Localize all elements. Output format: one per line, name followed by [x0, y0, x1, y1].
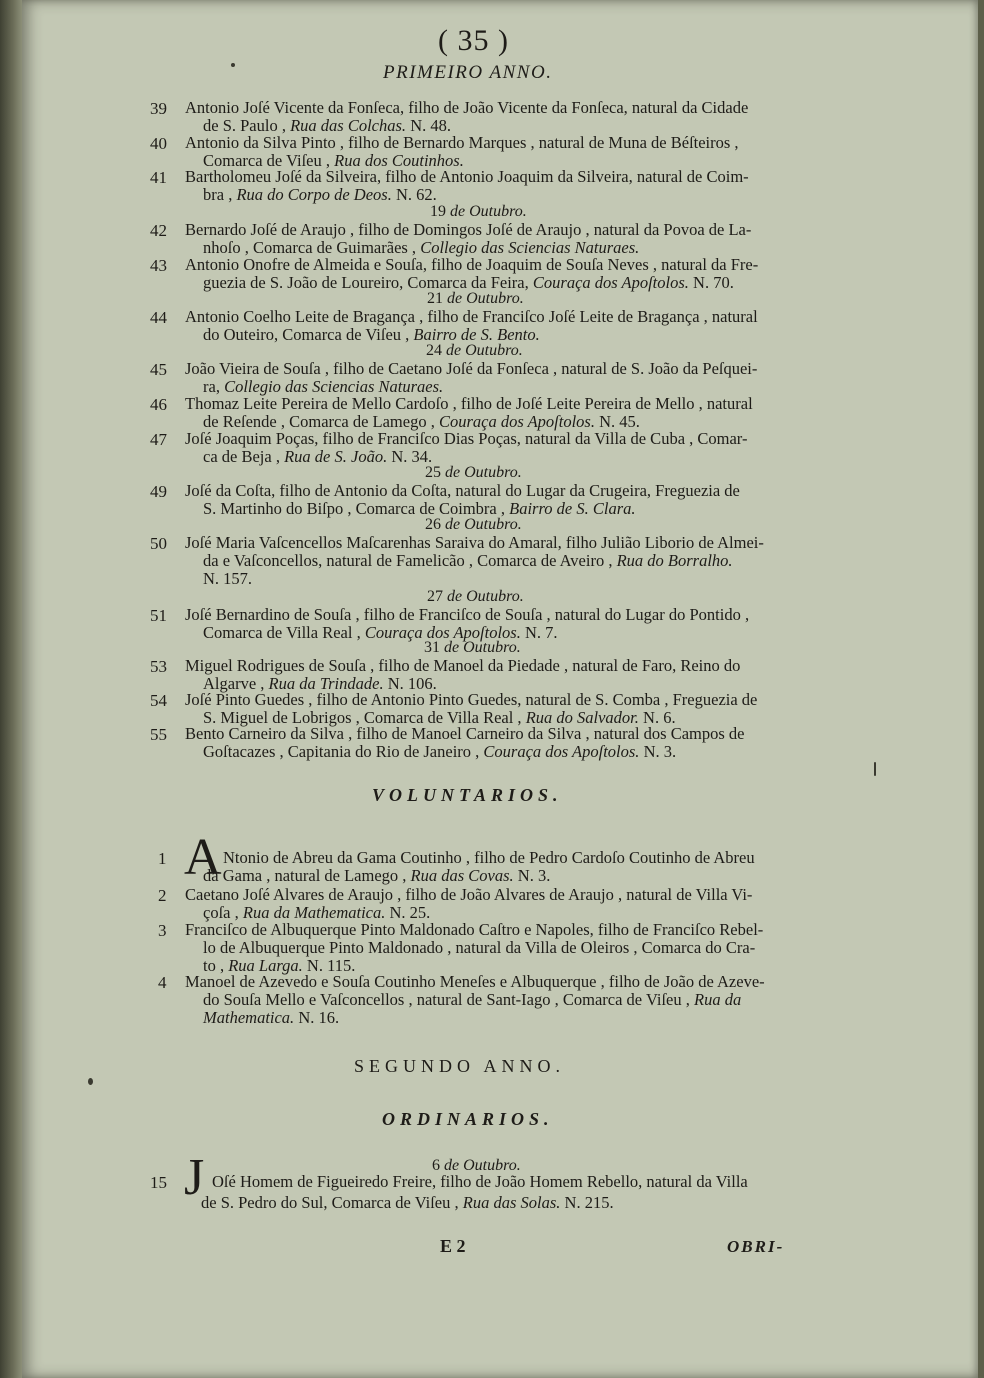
entry-line-1: Antonio Onofre de Almeida e Souſa, filho de Joaquim de Souſa Neves , natural da Fre-: [185, 255, 759, 274]
drop-cap: A: [184, 829, 222, 886]
date-day: 26: [425, 516, 441, 533]
entry-number: 55: [150, 725, 167, 744]
date-day: 21: [427, 290, 443, 307]
entry-line-1: Miguel Rodrigues de Souſa , filho de Manoel da Piedade , natural de Faro, Reino do: [185, 656, 741, 675]
entry-number: 46: [150, 395, 167, 414]
date-line: [430, 203, 527, 221]
entry-line-1: Caetano Joſé Alvares de Araujo , filho de João Alvares de Araujo , natural de Villa Vi-: [185, 885, 753, 904]
entry-line-1: Antonio da Silva Pinto , filho de Bernardo Marques , natural de Muna de Béſteiros ,: [185, 133, 739, 152]
entry-line-2: de S. Paulo , Rua das Colchas. N. 48.: [203, 116, 451, 135]
date-day: 19: [430, 203, 446, 220]
book-gutter: [0, 0, 22, 1378]
entry-number: 41: [150, 168, 167, 187]
date-label: de Outubro.: [443, 588, 524, 605]
entry-line-1: Bento Carneiro da Silva , filho de Manoel Carneiro da Silva , natural dos Campos de: [185, 724, 745, 743]
entry-number: 4: [158, 973, 167, 992]
date-label: de Outubro.: [440, 1157, 521, 1174]
date-label: de Outubro.: [440, 639, 521, 656]
ordinarios-heading: ORDINARIOS.: [382, 1109, 554, 1129]
date-label: de Outubro.: [441, 464, 522, 481]
ink-speck: [88, 1078, 93, 1085]
entry-line-3: N. 157.: [203, 569, 253, 588]
entry-line-1: Antonio Joſé Vicente da Fonſeca, filho de João Vicente da Fonſeca, natural da Cidade: [185, 98, 749, 117]
drop-cap: J: [184, 1149, 205, 1206]
entry-line-1: Ntonio de Abreu da Gama Coutinho , filho de Pedro Cardoſo Coutinho de Abreu: [223, 848, 755, 867]
entry-line-2: Algarve , Rua da Trindade. N. 106.: [203, 674, 437, 693]
entry-line-1: João Vieira de Souſa , filho de Caetano Joſé da Fonſeca , natural de S. João da Peſquei-: [185, 359, 758, 378]
date-line: [426, 342, 523, 360]
date-label: de Outubro.: [443, 290, 524, 307]
entry-line-1: Joſé Maria Vaſcencellos Maſcarenhas Saraiva do Amaral, filho Julião Liborio de Almei-: [185, 533, 764, 552]
entry-line-3: to , Rua Larga. N. 115.: [203, 956, 356, 975]
entry-line-1: Franciſco de Albuquerque Pinto Maldonado Caſtro e Napoles, filho de Franciſco Rebel-: [185, 920, 764, 939]
date-day: 27: [427, 588, 443, 605]
date-label: de Outubro.: [441, 516, 522, 533]
date-line: [425, 464, 522, 482]
date-day: 31: [424, 639, 440, 656]
entry-line-2: de Reſende , Comarca de Lamego , Couraça dos Apoſtolos. N. 45.: [203, 412, 640, 431]
entry-number: 54: [150, 691, 167, 710]
entry-line-2: çoſa , Rua da Mathematica. N. 25.: [203, 903, 431, 922]
entry-number: 45: [150, 360, 167, 379]
entry-number: 51: [150, 606, 167, 625]
running-head: PRIMEIRO ANNO.: [383, 62, 553, 83]
date-day: 25: [425, 464, 441, 481]
entry-line-1: Bernardo Joſé de Araujo , filho de Domingos Joſé de Araujo , natural da Povoa de La-: [185, 220, 752, 239]
entry-line-2: da e Vaſconcellos, natural de Famelicão , Comarca de Aveiro , Rua do Borralho.: [203, 551, 733, 570]
segundo-anno-heading: SEGUNDO ANNO.: [354, 1056, 566, 1076]
entry-number: 43: [150, 256, 167, 275]
entry-line-1: Oſé Homem de Figueiredo Freire, filho de João Homem Rebello, natural da Villa: [212, 1172, 748, 1191]
signature-mark: E 2: [440, 1236, 466, 1256]
date-line: [427, 588, 524, 606]
entry-number: 40: [150, 134, 167, 153]
date-label: de Outubro.: [446, 203, 527, 220]
entry-number: 1: [158, 849, 167, 868]
date-day: 24: [426, 342, 442, 359]
entry-line-2: do Souſa Mello e Vaſconcellos , natural de Sant-Iago , Comarca de Viſeu , Rua da: [203, 990, 742, 1009]
date-day: 6: [432, 1157, 440, 1174]
entry-line-2: Goſtacazes , Capitania do Rio de Janeiro , Couraça dos Apoſtolos. N. 3.: [203, 742, 677, 761]
entry-line-2: ca de Beja , Rua de S. João. N. 34.: [203, 447, 433, 466]
entry-number: 49: [150, 482, 167, 501]
entry-line-2: da Gama , natural de Lamego , Rua das Covas. N. 3.: [203, 866, 551, 885]
entry-line-2: bra , Rua do Corpo de Deos. N. 62.: [203, 185, 437, 204]
ink-speck: [231, 63, 235, 67]
entry-line-3: Mathematica. N. 16.: [203, 1008, 340, 1027]
entry-line-1: Joſé Joaquim Poças, filho de Franciſco Dias Poças, natural da Villa de Cuba , Comar-: [185, 429, 748, 448]
entry-number: 50: [150, 534, 167, 553]
entry-line-2: de S. Pedro do Sul, Comarca de Viſeu , Rua das Solas. N. 215.: [201, 1193, 614, 1212]
date-line: [425, 516, 522, 534]
page-number: ( 35 ): [438, 24, 509, 57]
entry-number: 42: [150, 221, 167, 240]
entry-line-2: lo de Albuquerque Pinto Maldonado , natural da Villa de Oleiros , Comarca do Cra-: [203, 938, 756, 957]
entry-line-1: Bartholomeu Joſé da Silveira, filho de Antonio Joaquim da Silveira, natural de Coim-: [185, 167, 749, 186]
entry-number: 3: [158, 921, 167, 940]
entry-line-2: S. Martinho do Biſpo , Comarca de Coimbra , Bairro de S. Clara.: [203, 499, 636, 518]
entry-line-2: ra, Collegio das Sciencias Naturaes.: [203, 377, 444, 396]
catchword: OBRI-: [727, 1237, 785, 1256]
entry-line-1: Thomaz Leite Pereira de Mello Cardoſo , filho de Joſé Leite Pereira de Mello , natural: [185, 394, 753, 413]
entry-number: 15: [150, 1173, 167, 1192]
entry-number: 39: [150, 99, 167, 118]
date-line: [427, 290, 524, 308]
voluntarios-heading: VOLUNTARIOS.: [372, 785, 563, 805]
date-label: de Outubro.: [442, 342, 523, 359]
entry-number: 2: [158, 886, 167, 905]
date-line: [424, 639, 521, 657]
entry-number: 44: [150, 308, 167, 327]
entry-line-1: Antonio Coelho Leite de Bragança , filho de Franciſco Joſé Leite de Bragança , natural: [185, 307, 758, 326]
entry-line-2: nhoſo , Comarca de Guimarães , Collegio das Sciencias Naturaes.: [203, 238, 640, 257]
entry-line-1: Joſé Pinto Guedes , filho de Antonio Pinto Guedes, natural de S. Comba , Freguezia de: [185, 690, 758, 709]
entry-line-2: Comarca de Viſeu , Rua dos Coutinhos.: [203, 151, 464, 170]
entry-line-1: Joſé Bernardino de Souſa , filho de Franciſco de Souſa , natural do Lugar do Pontido ,: [185, 605, 750, 624]
entry-line-2: S. Miguel de Lobrigos , Comarca de Villa Real , Rua do Salvador. N. 6.: [203, 708, 676, 727]
entry-number: 47: [150, 430, 167, 449]
ink-speck: [874, 762, 876, 776]
entry-line-2: Comarca de Villa Real , Couraça dos Apoſtolos. N. 7.: [203, 623, 558, 642]
entry-line-1: Manoel de Azevedo e Souſa Coutinho Meneſes e Albuquerque , filho de João de Azeve-: [185, 972, 765, 991]
entry-line-1: Joſé da Coſta, filho de Antonio da Coſta, natural do Lugar da Crugeira, Freguezia de: [185, 481, 740, 500]
entry-number: 53: [150, 657, 167, 676]
entry-line-2: guezia de S. João de Loureiro, Comarca da Feira, Couraça dos Apoſtolos. N. 70.: [203, 273, 734, 292]
entry-line-2: do Outeiro, Comarca de Viſeu , Bairro de S. Bento.: [203, 325, 540, 344]
